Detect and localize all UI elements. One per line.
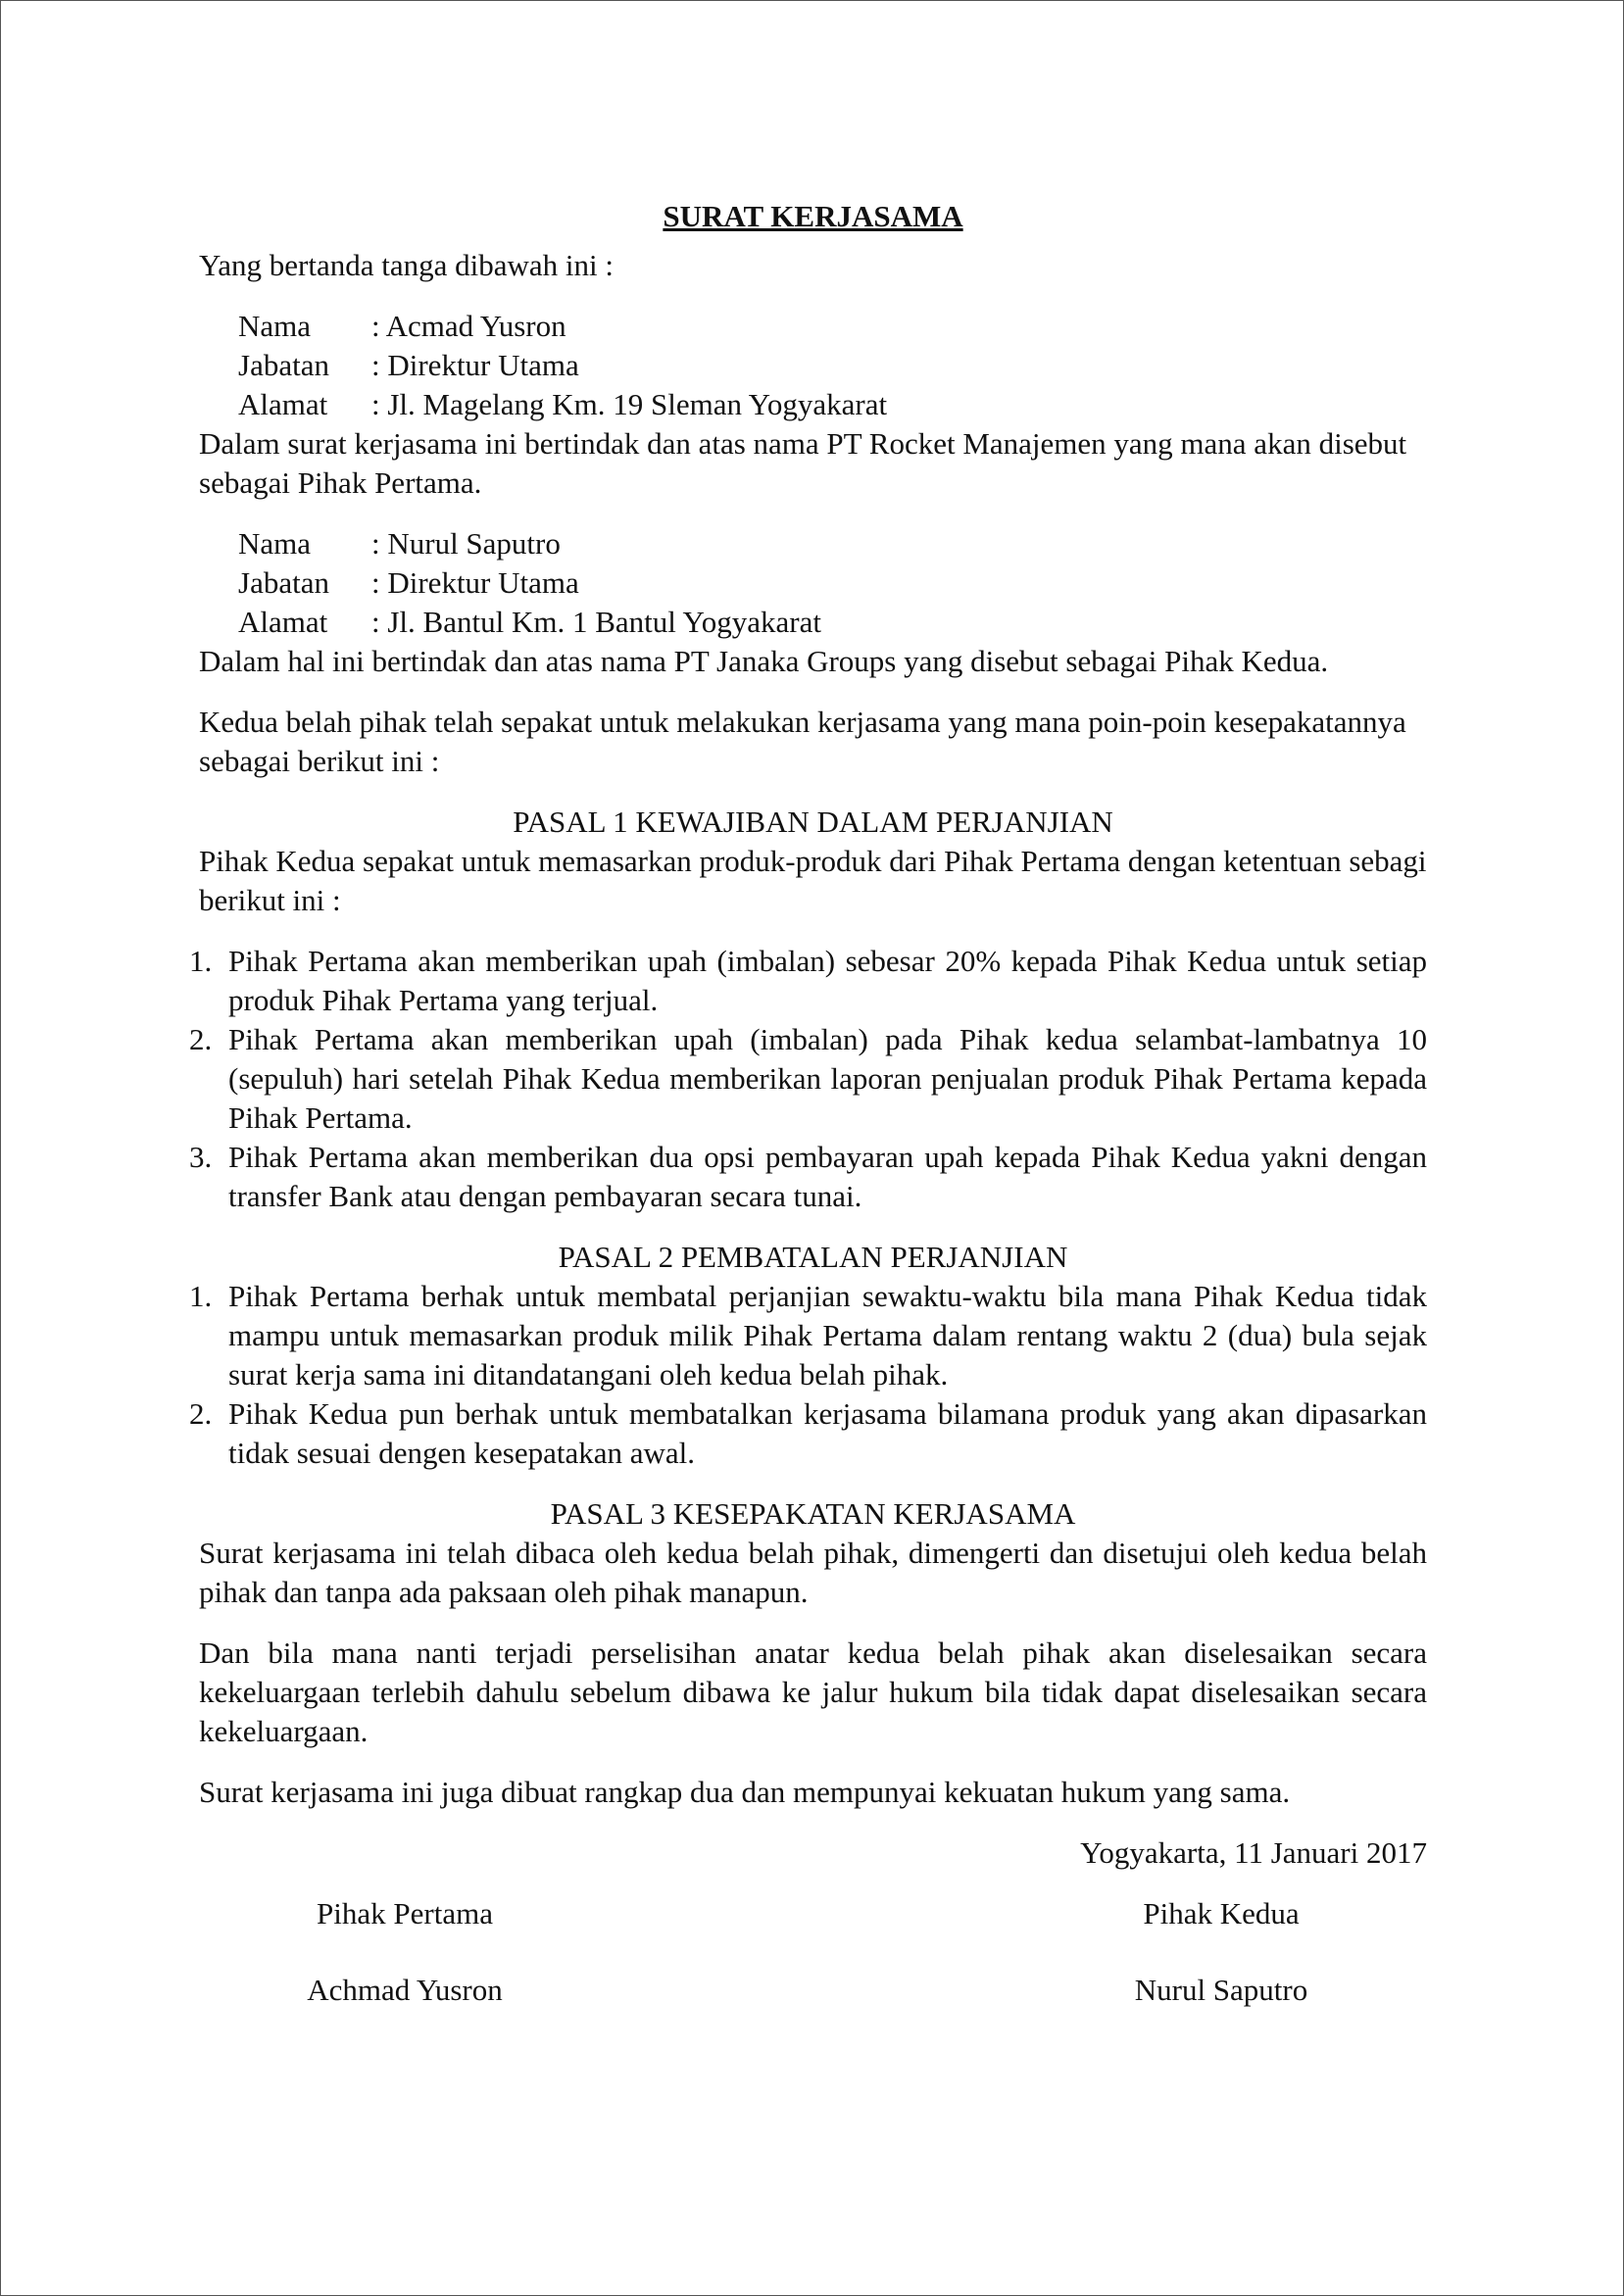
place-date: Yogyakarta, 11 Januari 2017 [1080, 1835, 1427, 1870]
party2-address-label: Alamat [238, 605, 328, 639]
party2-address: : Jl. Bantul Km. 1 Bantul Yogyakarat [371, 605, 821, 639]
pasal1-heading: PASAL 1 KEWAJIBAN DALAM PERJANJIAN [513, 805, 1113, 839]
party1-statement: Dalam surat kerjasama ini bertindak dan atas nama PT Rocket Manajemen yang mana akan disebut sebagai Pihak Pertama. [199, 426, 1407, 500]
pasal2-list [189, 1277, 1427, 1473]
document-title: SURAT KERJASAMA [663, 199, 963, 233]
pasal1-list [189, 942, 1427, 1216]
list-item [189, 1394, 1427, 1473]
party2-name: : Nurul Saputro [371, 526, 561, 561]
pasal3-paragraph-3: Surat kerjasama ini juga dibuat rangkap dua dan mempunyai kekuatan hukum yang sama. [199, 1775, 1291, 1809]
party1-name: : Acmad Yusron [371, 309, 566, 343]
party1-address: : Jl. Magelang Km. 19 Sleman Yogyakarat [371, 387, 888, 421]
party1-identity [238, 307, 1427, 424]
pasal3-paragraph-2: Dan bila mana nanti terjadi perselisihan anatar kedua belah pihak akan diselesaikan secara kekeluargaan terlebih dahulu sebelum dibawa ke jalur hukum bila tidak dapat diselesaikan secara kekeluargaan. [199, 1636, 1427, 1748]
list-item [189, 1277, 1427, 1394]
list-text: Pihak Pertama berhak untuk membatal perjanjian sewaktu-waktu bila mana Pihak Kedua tidak mampu untuk memasarkan produk milik Pihak Pertama dalam rentang waktu 2 (dua) bula sejak surat kerja sama ini ditandatangani oleh kedua belah pihak. [228, 1279, 1427, 1392]
list-text: Pihak Kedua pun berhak untuk membatalkan kerjasama bilamana produk yang akan dipasarkan tidak sesuai dengen kesepatakan awal. [228, 1396, 1427, 1470]
party2-position-label: Jabatan [238, 565, 329, 600]
signature-names [199, 1971, 1427, 2010]
first-party-role: Pihak Pertama [317, 1896, 493, 1930]
list-number: 3. [189, 1140, 213, 1174]
first-party-signatory: Achmad Yusron [307, 1973, 503, 2007]
document-content [189, 197, 1427, 2010]
second-party-role: Pihak Kedua [1143, 1896, 1300, 1930]
list-text: Pihak Pertama akan memberikan upah (imbalan) sebesar 20% kepada Pihak Kedua untuk setiap produk Pihak Pertama yang terjual. [228, 944, 1427, 1017]
party2-statement: Dalam hal ini bertindak dan atas nama PT Janaka Groups yang disebut sebagai Pihak Kedua. [199, 644, 1329, 678]
party1-position: : Direktur Utama [371, 348, 579, 382]
list-text: Pihak Pertama akan memberikan dua opsi pembayaran upah kepada Pihak Kedua yakni dengan transfer Bank atau dengan pembayaran secara tunai. [228, 1140, 1427, 1213]
pasal3-paragraph-1: Surat kerjasama ini telah dibaca oleh kedua belah pihak, dimengerti dan disetujui oleh kedua belah pihak dan tanpa ada paksaan oleh pihak manapun. [199, 1536, 1427, 1609]
signature-roles [199, 1894, 1427, 1933]
list-item [189, 1138, 1427, 1216]
list-number: 1. [189, 1279, 213, 1313]
list-number: 2. [189, 1396, 213, 1431]
list-number: 2. [189, 1022, 213, 1056]
party1-address-label: Alamat [238, 387, 328, 421]
list-number: 1. [189, 944, 213, 978]
party2-name-label: Nama [238, 526, 312, 561]
second-party-signatory: Nurul Saputro [1134, 1973, 1308, 2007]
party2-position: : Direktur Utama [371, 565, 579, 600]
list-item [189, 1020, 1427, 1138]
list-item [189, 942, 1427, 1020]
party1-name-label: Nama [238, 309, 312, 343]
party2-identity [238, 524, 1427, 642]
opening-line: Yang bertanda tanga dibawah ini : [199, 248, 614, 282]
pasal1-intro: Pihak Kedua sepakat untuk memasarkan produk-produk dari Pihak Pertama dengan ketentuan sebagi berikut ini : [199, 844, 1427, 917]
pasal3-heading: PASAL 3 KESEPAKATAN KERJASAMA [550, 1496, 1076, 1531]
party1-position-label: Jabatan [238, 348, 329, 382]
list-text: Pihak Pertama akan memberikan upah (imbalan) pada Pihak kedua selambat-lambatnya 10 (sepuluh) hari setelah Pihak Kedua memberikan laporan penjualan produk Pihak Pertama kepada Pihak Pertama. [228, 1022, 1427, 1135]
pasal2-heading: PASAL 2 PEMBATALAN PERJANJIAN [558, 1240, 1068, 1274]
agreement-intro: Kedua belah pihak telah sepakat untuk melakukan kerjasama yang mana poin-poin kesepakatannya sebagai berikut ini : [199, 705, 1406, 778]
